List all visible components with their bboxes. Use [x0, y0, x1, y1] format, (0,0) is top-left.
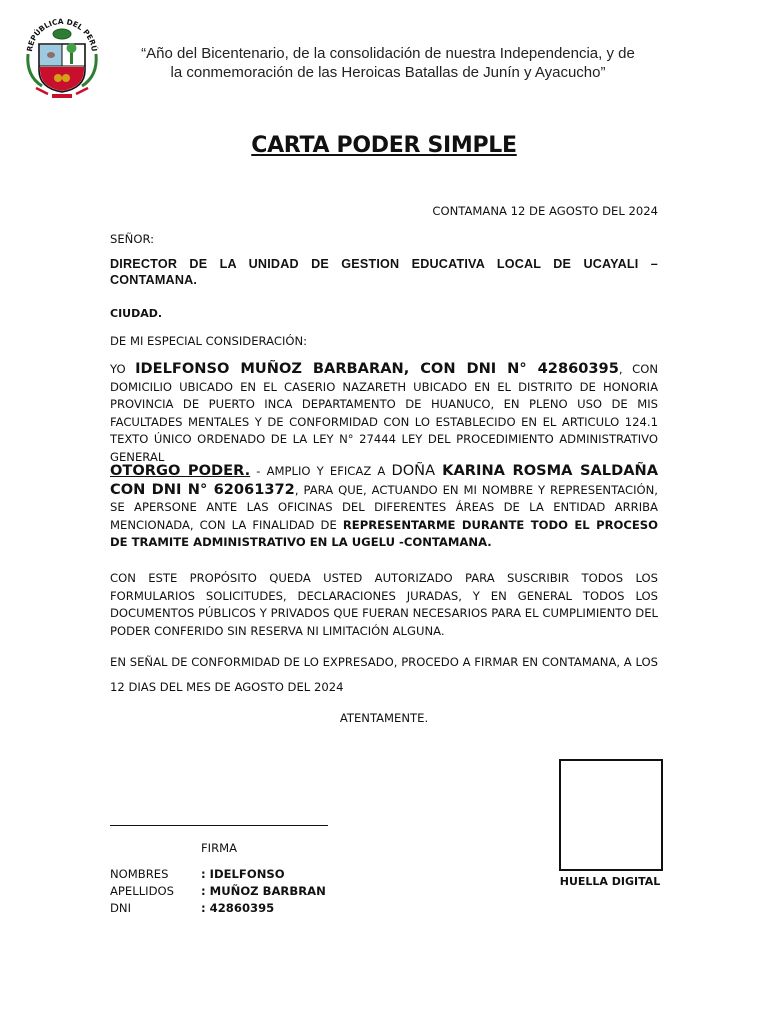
consideration-line: DE MI ESPECIAL CONSIDERACIÓN: — [110, 334, 308, 348]
paragraph-authorization: CON ESTE PROPÓSITO QUEDA USTED AUTORIZADO PARA SUSCRIBIR TODOS LOS FORMULARIOS SOLICITUDES, DECLARACIONES JURADAS, Y EN GENERAL TODOS LOS DOCUMENTOS PÚBLICOS Y PRIVADOS QUE FUERAN NECESARIOS PARA EL CUMPLIMIENTO DEL PODER CONFERIDO SIN RESERVA NI LIMITACIÓN ALGUNA. — [110, 571, 658, 638]
field-label-nombres: NOMBRES — [110, 867, 169, 881]
seal-label: REPÚBLICA DEL PERÚ — [25, 16, 99, 53]
motto-line-1: “Año del Bicentenario, de la consolidación de nuestra Independencia, y de — [141, 45, 635, 62]
date-line: CONTAMANA 12 DE AGOSTO DEL 2024 — [432, 204, 658, 218]
field-value-apellidos: : MUÑOZ BARBRAN — [201, 884, 326, 898]
paragraph-conformity: EN SEÑAL DE CONFORMIDAD DE LO EXPRESADO, PROCEDO A FIRMAR EN CONTAMANA, A LOS 12 DIAS DEL MES DE AGOSTO DEL 2024 — [110, 655, 658, 694]
field-label-dni: DNI — [110, 901, 132, 915]
salutation: SEÑOR: — [110, 232, 155, 246]
field-value-dni: : 42860395 — [201, 901, 275, 915]
yo-text: YO — [110, 362, 136, 376]
document-title: CARTA PODER SIMPLE — [251, 133, 517, 158]
coat-of-arms-icon — [22, 14, 102, 100]
paragraph-grantor — [110, 360, 658, 466]
agent-name-dni: KARINA ROSMA SALDAÑA CON DNI N° 62061372 — [110, 462, 658, 498]
fingerprint-label: HUELLA DIGITAL — [559, 875, 661, 888]
closing-text: ATENTAMENTE. — [339, 711, 429, 725]
dona-text: DOÑA — [391, 462, 443, 479]
power-details: , PARA QUE, ACTUANDO EN MI NOMBRE Y REPRESENTACIÓN, SE APERSONE ANTE LAS OFICINAS DEL DIFERENTES ÁREAS DE LA ENTIDAD ARRIBA MENCIONADA, CON LA FINALIDAD DE — [110, 482, 658, 532]
motto-line-2: la conmemoración de las Heroicas Batallas de Junín y Ayacucho” — [170, 64, 606, 81]
addressee-city: CIUDAD. — [110, 307, 163, 320]
grantor-name-dni: IDELFONSO MUÑOZ BARBARAN, CON DNI N° 42860395 — [135, 360, 619, 377]
amplio-text: - AMPLIO Y EFICAZ A — [250, 464, 392, 478]
grantor-details: , CON DOMICILIO UBICADO EN EL CASERIO NAZARETH UBICADO EN EL DISTRITO DE HONORIA PROVINCIA DE PUERTO INCA DEPARTAMENTO DE HUANUCO, EN PLENO USO DE MIS FACULTADES MENTALES Y DE CONFORMIDAD CON LO ESTABLECIDO EN EL ARTICULO 124.1 TEXTO ÚNICO ORDENADO DE LA LEY N° 27444 LEY DEL PROCEDIMIENTO ADMINISTRATIVO GENERAL — [110, 362, 659, 464]
addressee-director: DIRECTOR DE LA UNIDAD DE GESTION EDUCATIVA LOCAL DE UCAYALI – CONTAMANA. — [110, 257, 658, 287]
firma-label: FIRMA — [201, 841, 238, 855]
power-purpose: REPRESENTARME DURANTE TODO EL PROCESO DE TRAMITE ADMINISTRATIVO EN LA UGELU -CONTAMANA. — [110, 517, 659, 549]
field-label-apellidos: APELLIDOS — [110, 884, 174, 898]
annual-motto — [108, 44, 668, 82]
field-value-nombres: : IDELFONSO — [201, 867, 285, 881]
signature-line — [110, 825, 328, 826]
otorgo-poder-text: OTORGO PODER. — [110, 462, 251, 479]
fingerprint-box — [559, 759, 663, 871]
paragraph-power — [110, 462, 658, 552]
